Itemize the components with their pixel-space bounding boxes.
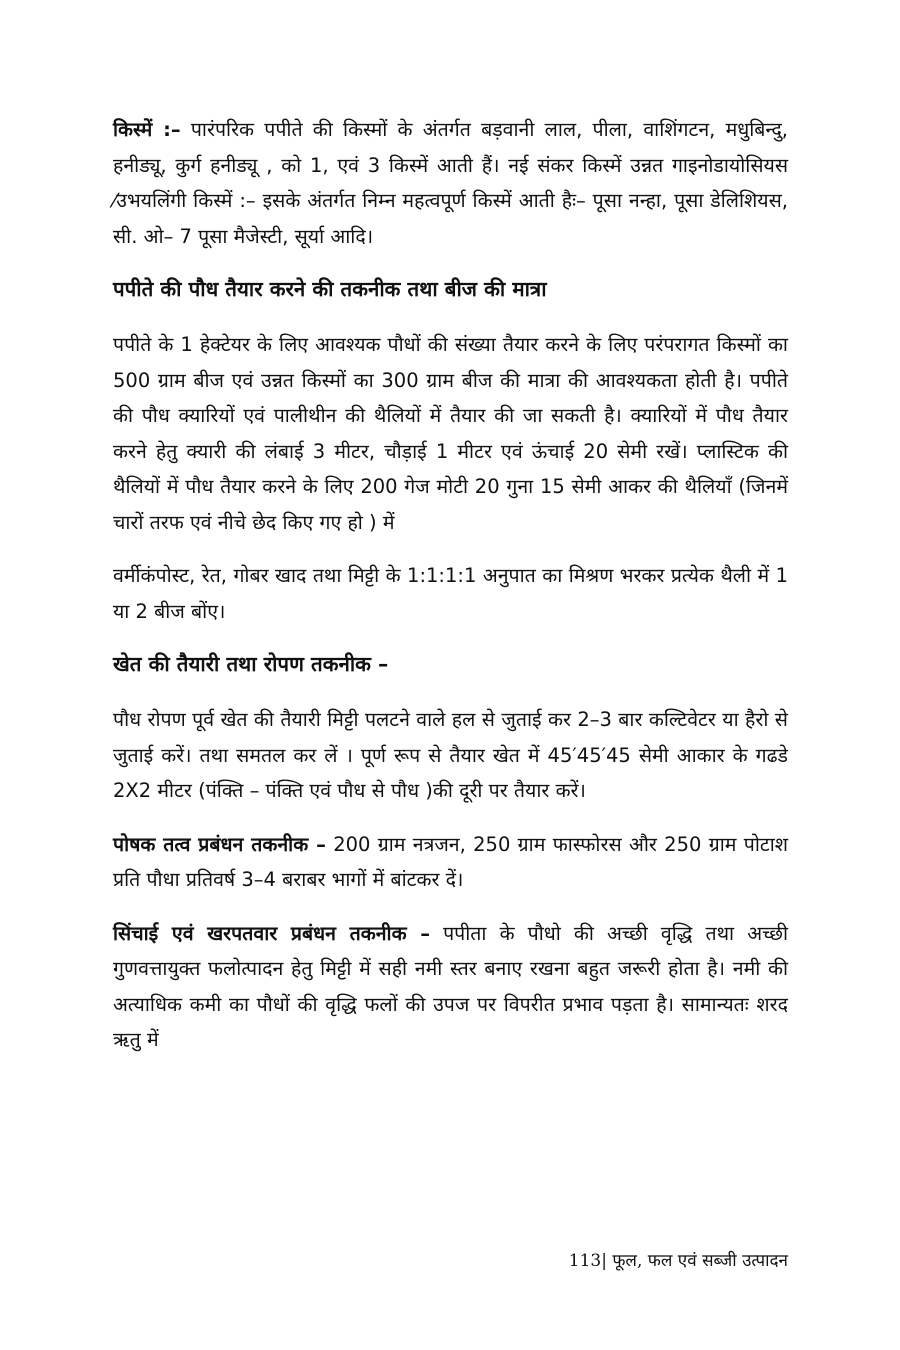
potting-mix-paragraph: वर्मीकंपोस्ट, रेत, गोबर खाद तथा मिट्टी के 1:1:1:1 अनुपात का मिश्रण भरकर प्रत्येक थैली में 1 या 2 बीज बोंए। xyxy=(113,564,788,623)
irrigation-text: पपीता के पौधो की अच्छी वृद्धि तथा अच्छी गुणवत्तायुक्त फलोत्पादन हेतु मिट्टी में सही नमी स्तर बनाए रखना बहुत जरूरी होता है। नमी की अत्याधिक कमी का पौधों की वृद्धि फलों की उपज पर विपरीत प्रभाव पड़ता है। सामान्यतः शरद ऋतु में xyxy=(113,921,788,1051)
document-page xyxy=(113,112,788,1076)
varieties-text: पारंपरिक पपीते की किस्मों के अंतर्गत बड़वानी लाल, पीला, वाशिंगटन, मधुबिन्दु, हनीड्यू, कुर्ग हनीड्यू , को 1, एवं 3 किस्में आती हैं। नई संकर किस्में उन्नत गाइनोडायोसियस ⁄उभयलिंगी किस्में :– इसके अंतर्गत निम्न महत्वपूर्ण किस्में आती हैः– पूसा नन्हा, पूसा डेलिशियस, सी. ओ– 7 पूसा मैजेस्टी, सूर्या आदि। xyxy=(113,118,788,248)
field-prep-heading: खेत की तैयारी तथा रोपण तकनीक – xyxy=(113,652,389,676)
field-prep-paragraph: पौध रोपण पूर्व खेत की तैयारी मिट्टी पलटने वाले हल से जुताई कर 2–3 बार कल्टिवेटर या हैरो से जुताई करें। तथा समतल कर लें । पूर्ण रूप से तैयार खेत में 45′45′45 सेमी आकार के गढडे 2X2 मीटर (पंक्ति – पंक्ति एवं पौध से पौध )की दूरी पर तैयार करें। xyxy=(113,708,788,802)
nutrient-lead: पोषक तत्व प्रबंधन तकनीक – xyxy=(113,832,326,856)
irrigation-paragraph xyxy=(113,916,788,1058)
irrigation-lead: सिंचाई एवं खरपतवार प्रबंधन तकनीक – xyxy=(113,921,431,945)
varieties-lead: किस्में :– xyxy=(113,118,181,141)
nursery-paragraph: पपीते के 1 हेक्टेयर के लिए आवश्यक पौधों की संख्या तैयार करने के लिए परंपरागत किस्मों का 500 ग्राम बीज एवं उन्नत किस्मों का 300 ग्राम बीज की मात्रा की आवश्यकता होती है। पपीते की पौध क्यारियों एवं पालीथीन की थैलियों में तैयार की जा सकती है। क्यारियों में पौध तैयार करने हेतु क्यारी की लंबाई 3 मीटर, चौड़ाई 1 मीटर एवं ऊंचाई 20 सेमी रखें। प्लास्टिक की थैलियों में पौध तैयार करने के लिए 200 गेज मोटी 20 गुना 15 सेमी आकर की थैलियाँ (जिनमें चारों तरफ एवं नीचे छेद किए गए हो ) में xyxy=(113,333,788,534)
nutrient-text: 200 ग्राम नत्रजन, 250 ग्राम फास्फोरस और 250 ग्राम पोटाश प्रति पौधा प्रतिवर्ष 3–4 बराबर भागों में बांटकर दें। xyxy=(113,832,789,891)
varieties-paragraph xyxy=(113,112,788,254)
nursery-heading: पपीते की पौध तैयार करने की तकनीक तथा बीज की मात्रा xyxy=(113,277,547,301)
page-footer: 113| फूल, फल एवं सब्जी उत्पादन xyxy=(568,1251,788,1271)
nutrient-paragraph xyxy=(113,827,788,898)
